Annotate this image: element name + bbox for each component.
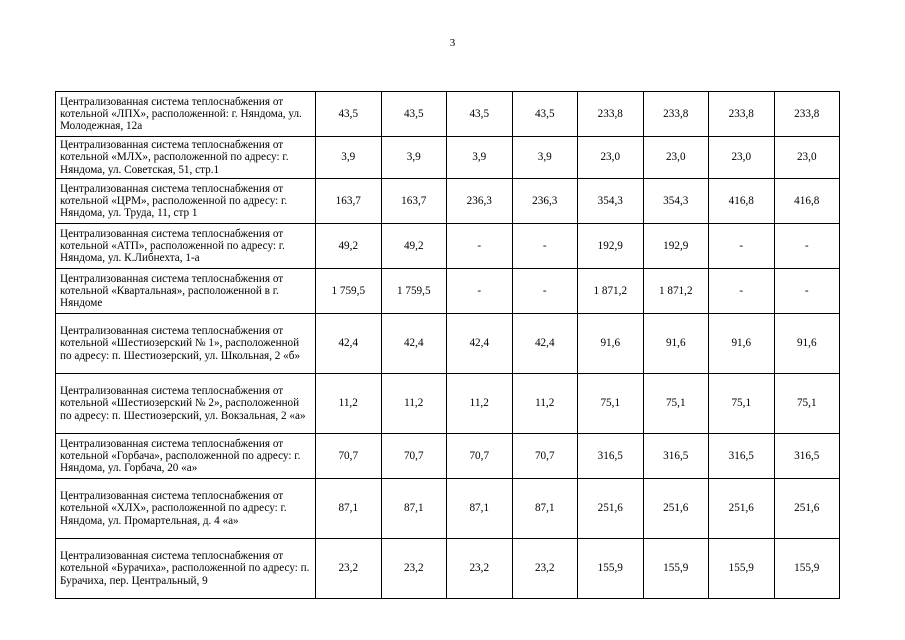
value-cell: 236,3 — [447, 179, 513, 224]
table-row — [56, 314, 840, 374]
value-cell: 155,9 — [643, 539, 709, 599]
system-name-cell: Централизованная система теплоснабжения от котельной «АТП», расположенной по адресу: г. Няндома, ул. К.Либнехта, 1-а — [56, 224, 316, 269]
value-cell: 316,5 — [643, 434, 709, 479]
value-cell: 11,2 — [316, 374, 382, 434]
value-cell: 42,4 — [512, 314, 578, 374]
value-cell: 23,0 — [709, 137, 775, 179]
value-cell: 42,4 — [447, 314, 513, 374]
table-row — [56, 479, 840, 539]
value-cell: 87,1 — [512, 479, 578, 539]
value-cell: 354,3 — [578, 179, 644, 224]
value-cell: 1 871,2 — [578, 269, 644, 314]
value-cell: 42,4 — [316, 314, 382, 374]
heat-supply-table — [55, 91, 840, 599]
value-cell: 70,7 — [381, 434, 447, 479]
value-cell: 43,5 — [447, 92, 513, 137]
value-cell: - — [709, 224, 775, 269]
value-cell: 236,3 — [512, 179, 578, 224]
value-cell: 251,6 — [774, 479, 840, 539]
value-cell: 163,7 — [316, 179, 382, 224]
value-cell: 233,8 — [774, 92, 840, 137]
value-cell: 91,6 — [578, 314, 644, 374]
value-cell: 155,9 — [774, 539, 840, 599]
table-row — [56, 434, 840, 479]
value-cell: 233,8 — [643, 92, 709, 137]
system-name-cell: Централизованная система теплоснабжения от котельной «ЦРМ», расположенной по адресу: г. Няндома, ул. Труда, 11, стр 1 — [56, 179, 316, 224]
system-name-cell: Централизованная система теплоснабжения от котельной «МЛХ», расположенной по адресу: г. Няндома, ул. Советская, 51, стр.1 — [56, 137, 316, 179]
value-cell: 23,2 — [447, 539, 513, 599]
value-cell: 23,0 — [774, 137, 840, 179]
value-cell: 11,2 — [512, 374, 578, 434]
value-cell: - — [774, 224, 840, 269]
value-cell: 70,7 — [512, 434, 578, 479]
value-cell: 1 759,5 — [381, 269, 447, 314]
value-cell: 75,1 — [709, 374, 775, 434]
value-cell: 23,0 — [643, 137, 709, 179]
value-cell: 3,9 — [381, 137, 447, 179]
value-cell: 49,2 — [381, 224, 447, 269]
table-row — [56, 224, 840, 269]
value-cell: 23,2 — [381, 539, 447, 599]
value-cell: 23,2 — [512, 539, 578, 599]
value-cell: 233,8 — [578, 92, 644, 137]
value-cell: 354,3 — [643, 179, 709, 224]
value-cell: 192,9 — [643, 224, 709, 269]
value-cell: 91,6 — [709, 314, 775, 374]
value-cell: 416,8 — [709, 179, 775, 224]
value-cell: - — [447, 224, 513, 269]
value-cell: 155,9 — [578, 539, 644, 599]
value-cell: 49,2 — [316, 224, 382, 269]
value-cell: 42,4 — [381, 314, 447, 374]
system-name-cell: Централизованная система теплоснабжения от котельной «Квартальная», расположенной в г. Няндоме — [56, 269, 316, 314]
value-cell: 1 871,2 — [643, 269, 709, 314]
value-cell: 87,1 — [447, 479, 513, 539]
value-cell: - — [774, 269, 840, 314]
value-cell: - — [709, 269, 775, 314]
value-cell: 3,9 — [512, 137, 578, 179]
value-cell: 23,2 — [316, 539, 382, 599]
table-row — [56, 539, 840, 599]
system-name-cell: Централизованная система теплоснабжения от котельной «ХЛХ», расположенной по адресу: г. Няндома, ул. Промартельная, д. 4 «а» — [56, 479, 316, 539]
value-cell: 251,6 — [643, 479, 709, 539]
table-row — [56, 374, 840, 434]
value-cell: 11,2 — [381, 374, 447, 434]
value-cell: - — [447, 269, 513, 314]
value-cell: 416,8 — [774, 179, 840, 224]
system-name-cell: Централизованная система теплоснабжения от котельной «Горбача», расположенной по адресу: г. Няндома, ул. Горбача, 20 «а» — [56, 434, 316, 479]
value-cell: 316,5 — [774, 434, 840, 479]
table-row — [56, 269, 840, 314]
value-cell: 43,5 — [316, 92, 382, 137]
value-cell: 75,1 — [643, 374, 709, 434]
value-cell: 91,6 — [643, 314, 709, 374]
value-cell: 3,9 — [447, 137, 513, 179]
value-cell: 75,1 — [578, 374, 644, 434]
page-number: 3 — [449, 37, 456, 49]
value-cell: 75,1 — [774, 374, 840, 434]
value-cell: 70,7 — [447, 434, 513, 479]
value-cell: 23,0 — [578, 137, 644, 179]
system-name-cell: Централизованная система теплоснабжения от котельной «Шестиозерский № 2», расположенной по адресу: п. Шестиозерский, ул. Вокзальная, 2 «а» — [56, 374, 316, 434]
value-cell: 233,8 — [709, 92, 775, 137]
value-cell: 70,7 — [316, 434, 382, 479]
system-name-cell: Централизованная система теплоснабжения от котельной «Бурачиха», расположенной по адресу: п. Бурачиха, пер. Центральный, 9 — [56, 539, 316, 599]
value-cell: 155,9 — [709, 539, 775, 599]
value-cell: - — [512, 224, 578, 269]
value-cell: 1 759,5 — [316, 269, 382, 314]
table-row — [56, 92, 840, 137]
value-cell: 192,9 — [578, 224, 644, 269]
system-name-cell: Централизованная система теплоснабжения от котельной «Шестиозерский № 1», расположенной по адресу: п. Шестиозерский, ул. Школьная, 2 «б» — [56, 314, 316, 374]
value-cell: 316,5 — [578, 434, 644, 479]
value-cell: 11,2 — [447, 374, 513, 434]
value-cell: 87,1 — [381, 479, 447, 539]
value-cell: 3,9 — [316, 137, 382, 179]
system-name-cell: Централизованная система теплоснабжения от котельной «ЛПХ», расположенной: г. Няндома, ул. Молодежная, 12а — [56, 92, 316, 137]
value-cell: 43,5 — [512, 92, 578, 137]
value-cell: 316,5 — [709, 434, 775, 479]
value-cell: 91,6 — [774, 314, 840, 374]
value-cell: 87,1 — [316, 479, 382, 539]
value-cell: 251,6 — [709, 479, 775, 539]
value-cell: 43,5 — [381, 92, 447, 137]
table-row — [56, 137, 840, 179]
value-cell: 163,7 — [381, 179, 447, 224]
value-cell: 251,6 — [578, 479, 644, 539]
table-row — [56, 179, 840, 224]
value-cell: - — [512, 269, 578, 314]
